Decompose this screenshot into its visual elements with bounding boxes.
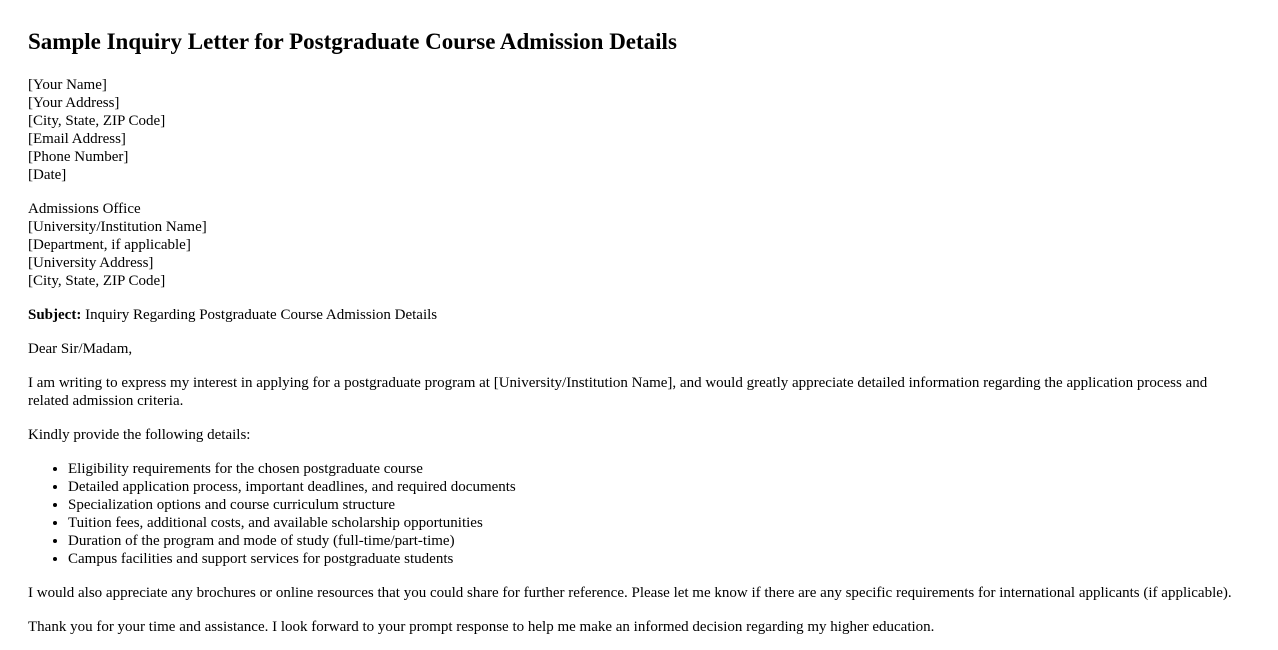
recipient-city-state-zip: [City, State, ZIP Code] — [28, 273, 166, 289]
list-item: • Duration of the program and mode of study (full-time/part-time) — [68, 532, 1250, 550]
details-list — [28, 460, 1250, 568]
followup-paragraph: I would also appreciate any brochures or online resources that you could share for further reference. Please let me know if there are any specific requirements for international applicants (if applicable). — [28, 585, 1232, 601]
letter-date: [Date] — [28, 167, 67, 183]
sender-city-state-zip: [City, State, ZIP Code] — [28, 113, 166, 129]
recipient-department: [Department, if applicable] — [28, 237, 191, 253]
recipient-address: [University Address] — [28, 255, 154, 271]
list-item: • Campus facilities and support services for postgraduate students — [68, 550, 1250, 568]
recipient-institution: [University/Institution Name] — [28, 219, 207, 235]
sender-name: [Your Name] — [28, 77, 107, 93]
subject-line — [28, 306, 1250, 324]
sender-address-block — [28, 76, 1250, 184]
sender-address: [Your Address] — [28, 95, 120, 111]
recipient-office: Admissions Office — [28, 201, 141, 217]
page-title: Sample Inquiry Letter for Postgraduate Course Admission Details — [28, 29, 677, 54]
list-item: • Eligibility requirements for the chosen postgraduate course — [68, 460, 1250, 478]
request-paragraph: Kindly provide the following details: — [28, 427, 251, 443]
subject-text: Inquiry Regarding Postgraduate Course Admission Details — [81, 307, 438, 323]
salutation: Dear Sir/Madam, — [28, 341, 133, 357]
recipient-address-block — [28, 200, 1250, 290]
list-item: • Tuition fees, additional costs, and available scholarship opportunities — [68, 514, 1250, 532]
list-item: • Specialization options and course curriculum structure — [68, 496, 1250, 514]
closing-paragraph: Thank you for your time and assistance. I look forward to your prompt response to help me make an informed decision regarding my higher education. — [28, 619, 935, 635]
list-item: • Detailed application process, important deadlines, and required documents — [68, 478, 1250, 496]
sender-email: [Email Address] — [28, 131, 126, 147]
subject-label: Subject: — [28, 307, 82, 323]
intro-paragraph: I am writing to express my interest in applying for a postgraduate program at [University/Institution Name], and would greatly appreciate detailed information regarding the application process and related admission criteria. — [28, 375, 1208, 409]
sender-phone: [Phone Number] — [28, 149, 129, 165]
